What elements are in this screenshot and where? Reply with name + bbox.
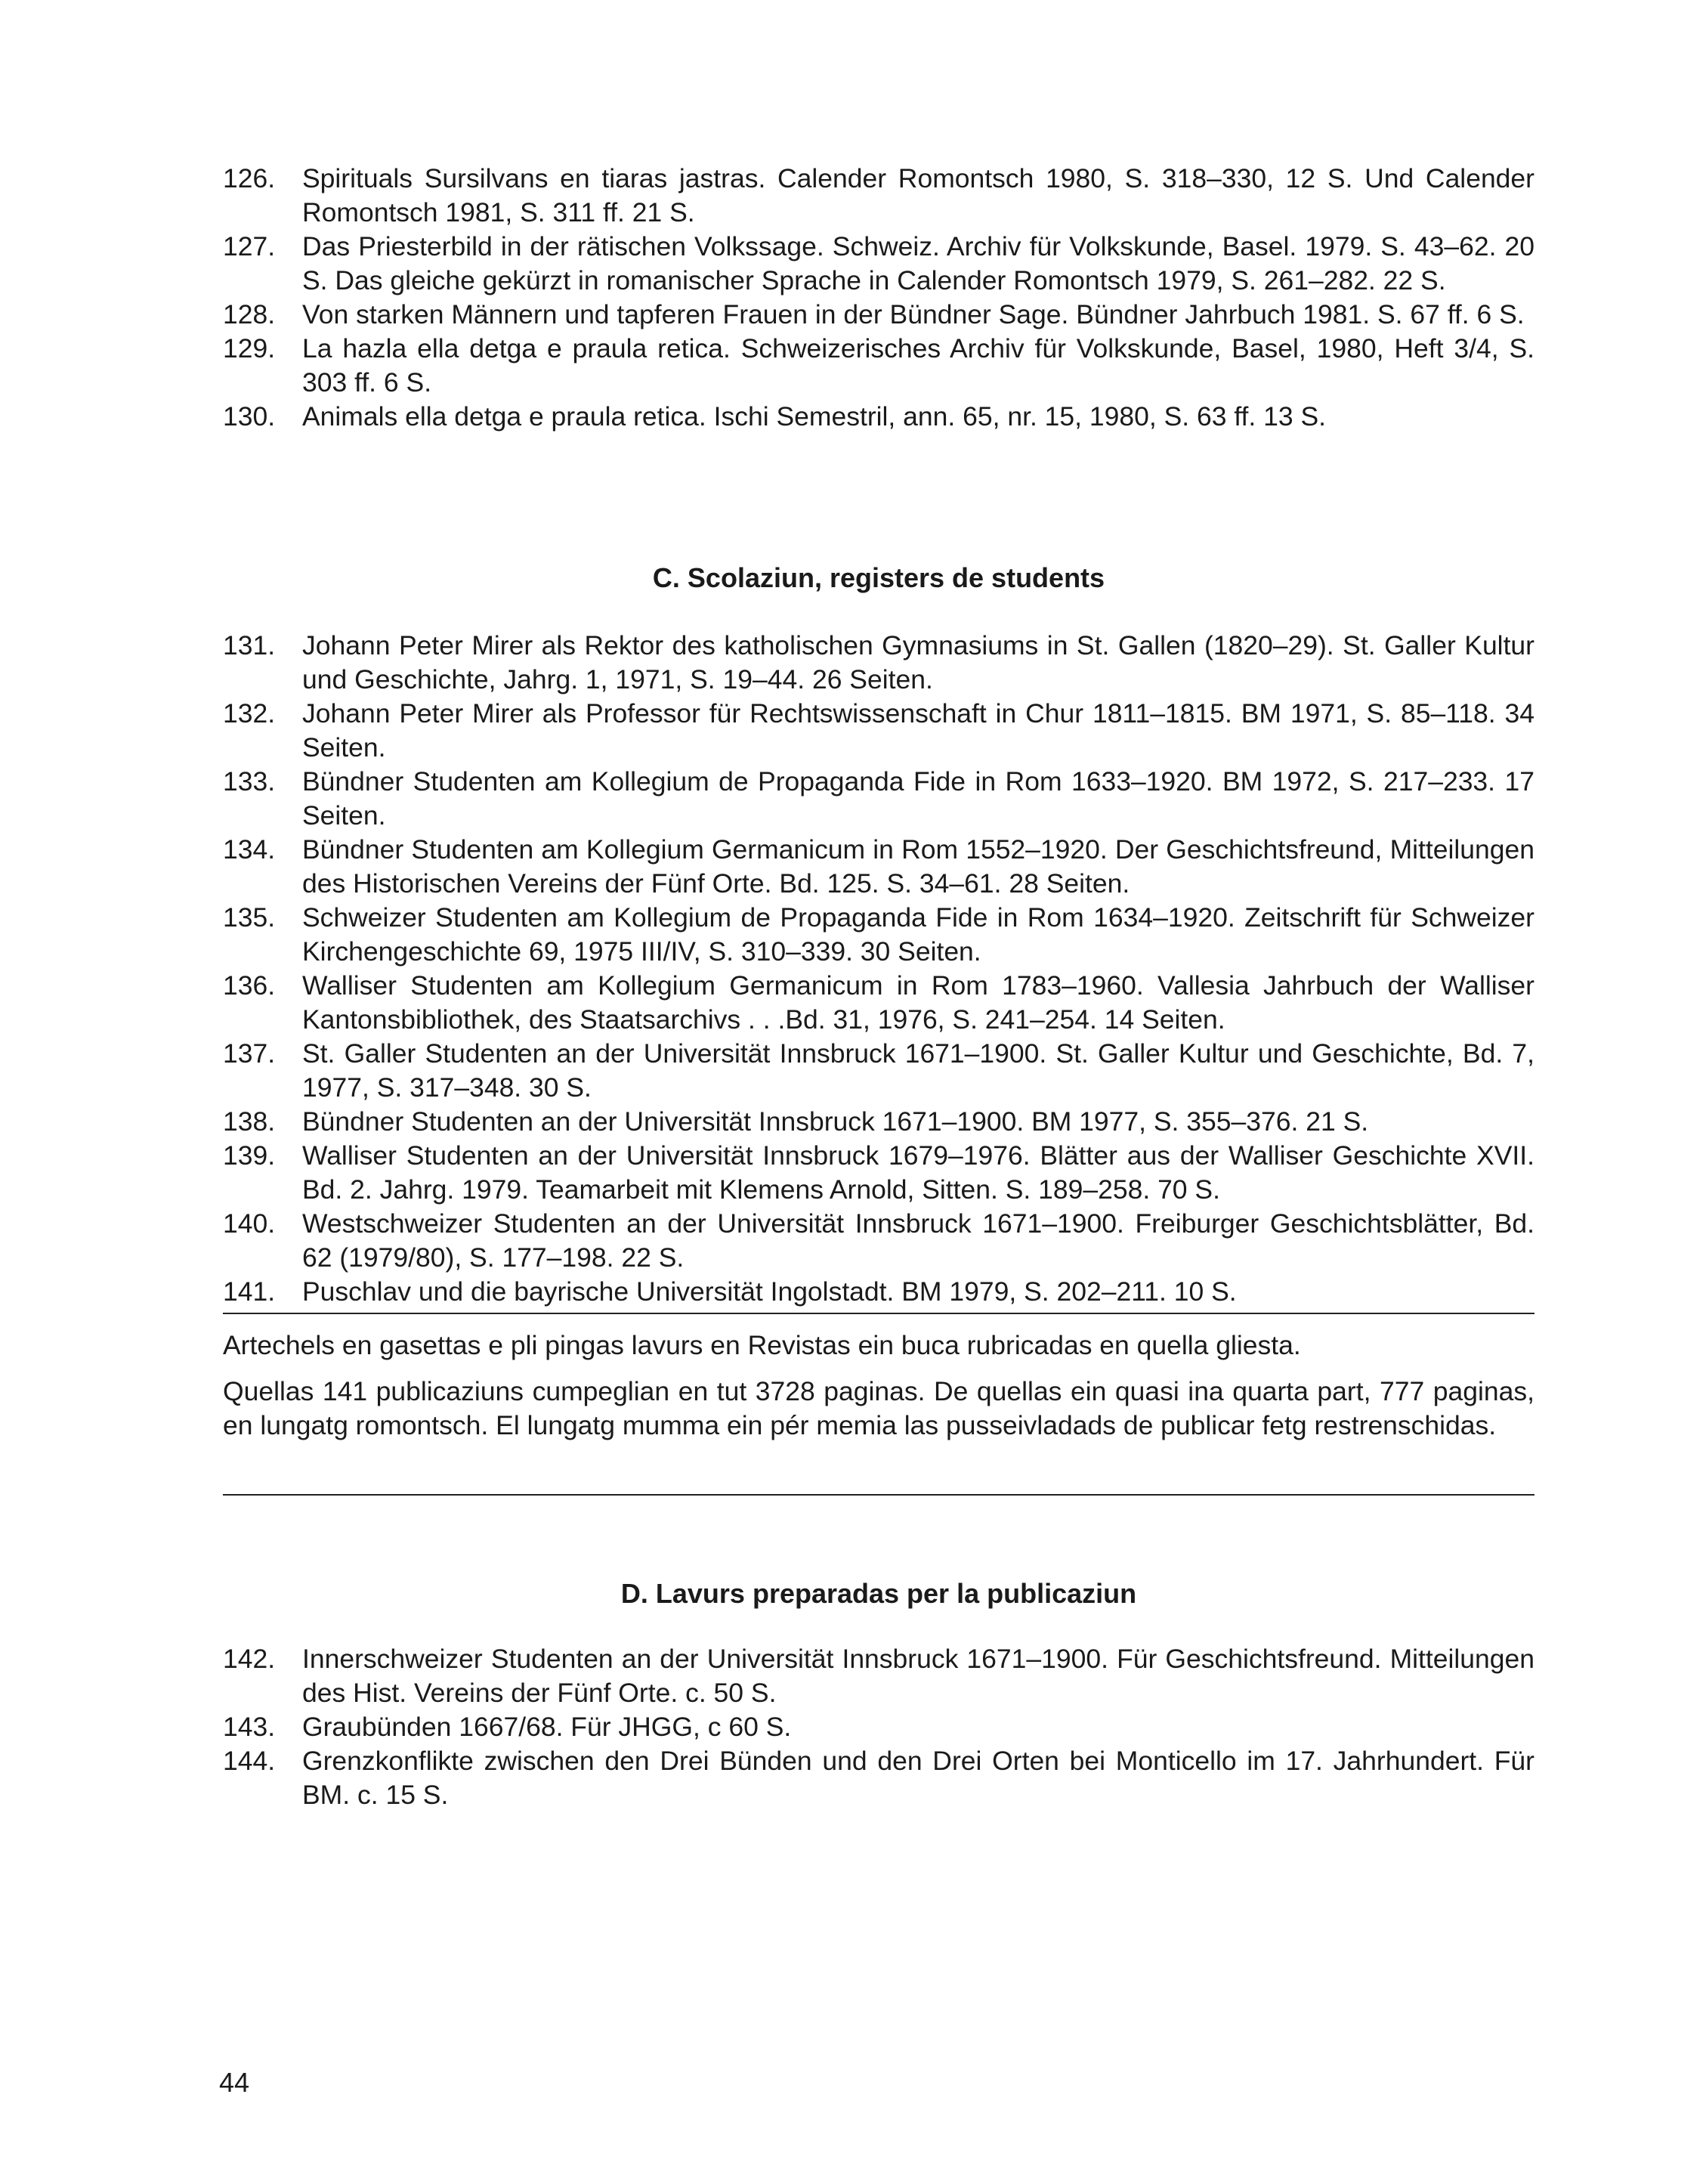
entry-number: 139. xyxy=(223,1140,276,1171)
bibliography-list-b xyxy=(223,162,1534,434)
horizontal-rule xyxy=(223,1313,1534,1314)
entry-text: Walliser Studenten an der Universität Innsbruck 1679–1976. Blätter aus der Walliser Geschichte XVII. Bd. 2. Jahrg. 1979. Teamarbeit mit Klemens Arnold, Sitten. S. 189–258. 70 S. xyxy=(302,1140,1534,1205)
entry-number: 135. xyxy=(223,902,276,933)
entry-number: 140. xyxy=(223,1208,276,1239)
horizontal-rule xyxy=(223,1494,1534,1496)
entry-text: Grenzkonflikte zwischen den Drei Bünden und den Drei Orten bei Monticello im 17. Jahrhundert. Für BM. c. 15 S. xyxy=(302,1746,1534,1810)
entry-text: Johann Peter Mirer als Professor für Rechtswissenschaft in Chur 1811–1815. BM 1971, S. 85–118. 34 Seiten. xyxy=(302,698,1534,763)
bibliography-entry xyxy=(223,1710,1534,1744)
bibliography-entry xyxy=(223,1275,1534,1309)
entry-text: Graubünden 1667/68. Für JHGG, c 60 S. xyxy=(302,1712,792,1742)
bibliography-entry xyxy=(223,1642,1534,1710)
entry-number: 142. xyxy=(223,1644,276,1674)
bibliography-list-c xyxy=(223,629,1534,1309)
entry-text: Spirituals Sursilvans en tiaras jastras. Calender Romontsch 1980, S. 318–330, 12 S. Und Calender Romontsch 1981, S. 311 ff. 21 S. xyxy=(302,163,1534,227)
bibliography-entry xyxy=(223,901,1534,969)
bibliography-entry xyxy=(223,230,1534,298)
entry-number: 137. xyxy=(223,1038,276,1069)
entry-number: 130. xyxy=(223,401,276,432)
bibliography-entry xyxy=(223,697,1534,765)
bibliography-entry xyxy=(223,1105,1534,1139)
entry-number: 144. xyxy=(223,1746,276,1776)
entry-number: 127. xyxy=(223,231,276,261)
entry-number: 136. xyxy=(223,970,276,1001)
entry-text: La hazla ella detga e praula retica. Schweizerisches Archiv für Volkskunde, Basel, 1980, Heft 3/4, S. 303 ff. 6 S. xyxy=(302,333,1534,398)
bibliography-entry xyxy=(223,765,1534,833)
bibliography-entry xyxy=(223,629,1534,697)
entry-text: Johann Peter Mirer als Rektor des katholischen Gymnasiums in St. Gallen (1820–29). St. Galler Kultur und Geschichte, Jahrg. 1, 1971, S. 19–44. 26 Seiten. xyxy=(302,630,1534,694)
bibliography-entry xyxy=(223,1037,1534,1105)
bibliography-entry xyxy=(223,400,1534,434)
entry-text: Animals ella detga e praula retica. Ischi Semestril, ann. 65, nr. 15, 1980, S. 63 ff. 13 S. xyxy=(302,401,1327,432)
note-paragraph: Quellas 141 publicaziuns cumpeglian en tut 3728 paginas. De quellas ein quasi ina quarta part, 777 paginas, en lungatg romontsch. El lungatg mumma ein pér memia las pusseivladads de publicar fetg restrenschidas. xyxy=(223,1376,1534,1440)
entry-text: Bündner Studenten am Kollegium Germanicum in Rom 1552–1920. Der Geschichtsfreund, Mitteilungen des Historischen Vereins der Fünf Orte. Bd. 125. S. 34–61. 28 Seiten. xyxy=(302,834,1534,899)
entry-number: 138. xyxy=(223,1106,276,1137)
bibliography-entry xyxy=(223,1139,1534,1207)
entry-number: 131. xyxy=(223,630,276,660)
entry-number: 133. xyxy=(223,766,276,797)
entry-text: Bündner Studenten am Kollegium de Propaganda Fide in Rom 1633–1920. BM 1972, S. 217–233. 17 Seiten. xyxy=(302,766,1534,831)
entry-number: 143. xyxy=(223,1712,276,1742)
entry-text: Das Priesterbild in der rätischen Volkssage. Schweiz. Archiv für Volkskunde, Basel. 1979. S. 43–62. 20 S. Das gleiche gekürzt in romanischer Sprache in Calender Romontsch 1979, S. 261–282. 22 S. xyxy=(302,231,1534,295)
note-paragraph: Artechels en gasettas e pli pingas lavurs en Revistas ein buca rubricadas en quella gliesta. xyxy=(223,1330,1301,1360)
entry-text: Von starken Männern und tapferen Frauen in der Bündner Sage. Bündner Jahrbuch 1981. S. 67 ff. 6 S. xyxy=(302,299,1525,329)
bibliography-entry xyxy=(223,162,1534,230)
entry-text: Puschlav und die bayrische Universität Ingolstadt. BM 1979, S. 202–211. 10 S. xyxy=(302,1276,1237,1307)
entry-text: Bündner Studenten an der Universität Innsbruck 1671–1900. BM 1977, S. 355–376. 21 S. xyxy=(302,1106,1369,1137)
bibliography-entry xyxy=(223,1207,1534,1275)
bibliography-entry xyxy=(223,332,1534,400)
bibliography-entry xyxy=(223,969,1534,1037)
entry-number: 129. xyxy=(223,333,276,363)
page-number: 44 xyxy=(219,2067,250,2098)
entry-number: 126. xyxy=(223,163,276,193)
section-d-heading: D. Lavurs preparadas per la publicaziun xyxy=(620,1578,1137,1609)
entry-number: 141. xyxy=(223,1276,276,1307)
bibliography-entry xyxy=(223,1744,1534,1812)
entry-number: 132. xyxy=(223,698,276,729)
notes-block xyxy=(223,1329,1534,1443)
entry-text: Schweizer Studenten am Kollegium de Propaganda Fide in Rom 1634–1920. Zeitschrift für Schweizer Kirchengeschichte 69, 1975 III/IV, S. 310–339. 30 Seiten. xyxy=(302,902,1534,967)
section-c-heading: C. Scolaziun, registers de students xyxy=(652,562,1105,593)
entry-text: St. Galler Studenten an der Universität Innsbruck 1671–1900. St. Galler Kultur und Geschichte, Bd. 7, 1977, S. 317–348. 30 S. xyxy=(302,1038,1534,1103)
bibliography-entry xyxy=(223,833,1534,901)
bibliography-entry xyxy=(223,298,1534,332)
entry-text: Walliser Studenten am Kollegium Germanicum in Rom 1783–1960. Vallesia Jahrbuch der Walliser Kantonsbibliothek, des Staatsarchivs . . .Bd. 31, 1976, S. 241–254. 14 Seiten. xyxy=(302,970,1534,1035)
bibliography-list-d xyxy=(223,1642,1534,1812)
entry-number: 128. xyxy=(223,299,276,329)
entry-text: Innerschweizer Studenten an der Universität Innsbruck 1671–1900. Für Geschichtsfreund. Mitteilungen des Hist. Vereins der Fünf Orte. c. 50 S. xyxy=(302,1644,1534,1708)
entry-number: 134. xyxy=(223,834,276,865)
entry-text: Westschweizer Studenten an der Universität Innsbruck 1671–1900. Freiburger Geschichtsblätter, Bd. 62 (1979/80), S. 177–198. 22 S. xyxy=(302,1208,1534,1273)
